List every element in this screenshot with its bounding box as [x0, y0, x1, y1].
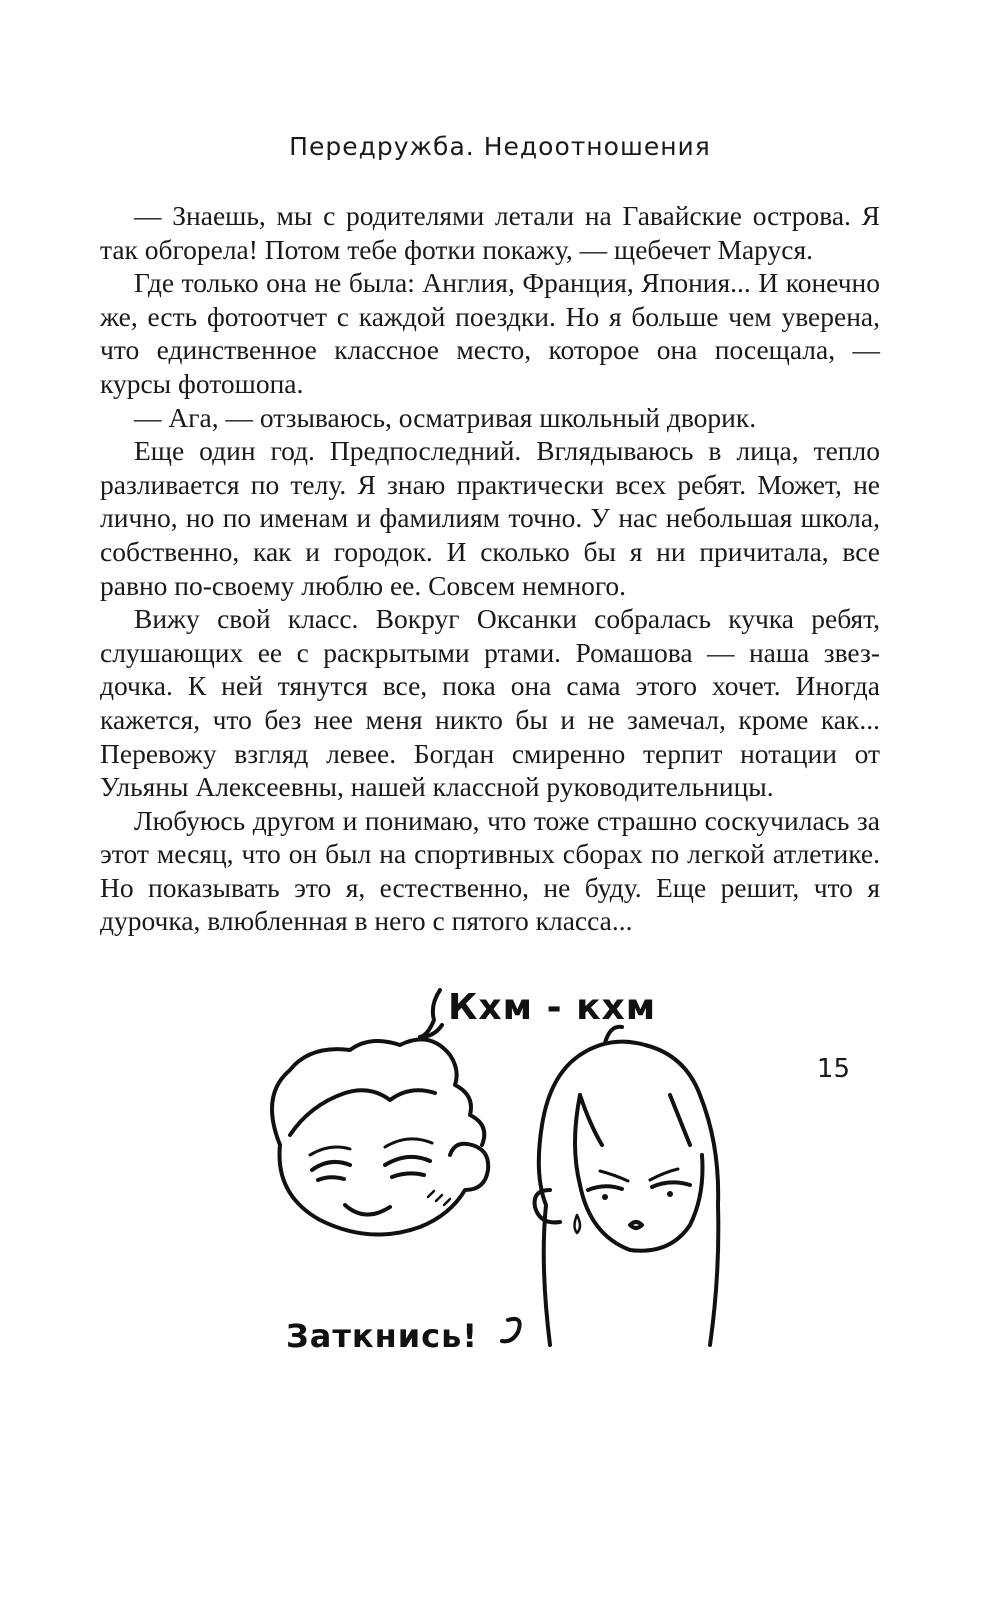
page-number: 15: [816, 1054, 850, 1084]
girl-face: [535, 1027, 719, 1345]
speech-bottom-text: Заткнись!: [286, 1317, 478, 1355]
boy-face: [272, 1039, 488, 1234]
body-text: [100, 199, 880, 938]
paragraph: Вижу свой класс. Вокруг Оксанки собралась кучка ребят, слушающих ее с раскрытыми ртами. Ромашова — наша звездочка. К ней тянутся все, пока она сама этого хочет. Иногда кажется, что без нее меня никто бы и не замечал, кроме как... Перевожу взгляд левее. Богдан смиренно терпит нотации от Ульяны Алексеевны, нашей классной руководительницы.: [100, 603, 880, 803]
speech-tail-top: [420, 990, 442, 1037]
paragraph: Где только она не была: Англия, Франция, Япония... И конечно же, есть фотоотчет с каждой поездки. Но я больше чем уверена, что единственное классное место, которое она посещала, — курсы фотошопа.: [100, 267, 880, 399]
paragraph: — Ага, — отзываюсь, осматривая школьный дворик.: [134, 401, 757, 433]
paragraph: Еще один год. Предпоследний. Вглядываюсь в лица, тепло разливается по телу. Я знаю практически всех ребят. Может, не лично, но по именам и фамилиям точно. У нас небольшая школа, собственно, как и городок. И сколько бы я ни причитала, все равно по-своему люблю ее. Совсем немного.: [100, 435, 880, 601]
paragraph: Любуюсь другом и понимаю, что тоже страшно соскучилась за этот месяц, что он был на спортивных сборах по легкой атлетике. Но показывать это я, естественно, не буду. Еще решит, что я дурочка, влюбленная в него с пятого класса...: [100, 804, 880, 937]
cartoon-illustration: [250, 975, 810, 1375]
paragraph: — Знаешь, мы с родителями летали на Гавайские острова. Я так обгорела! Потом тебе фотки покажу, — щебечет Маруся.: [100, 200, 880, 265]
speech-top-text: Кхм - кхм: [448, 987, 657, 1028]
cartoon-svg: [250, 975, 810, 1375]
speech-tail-bottom: [502, 1319, 520, 1341]
running-head: Передружба. Недоотношения: [289, 132, 711, 161]
